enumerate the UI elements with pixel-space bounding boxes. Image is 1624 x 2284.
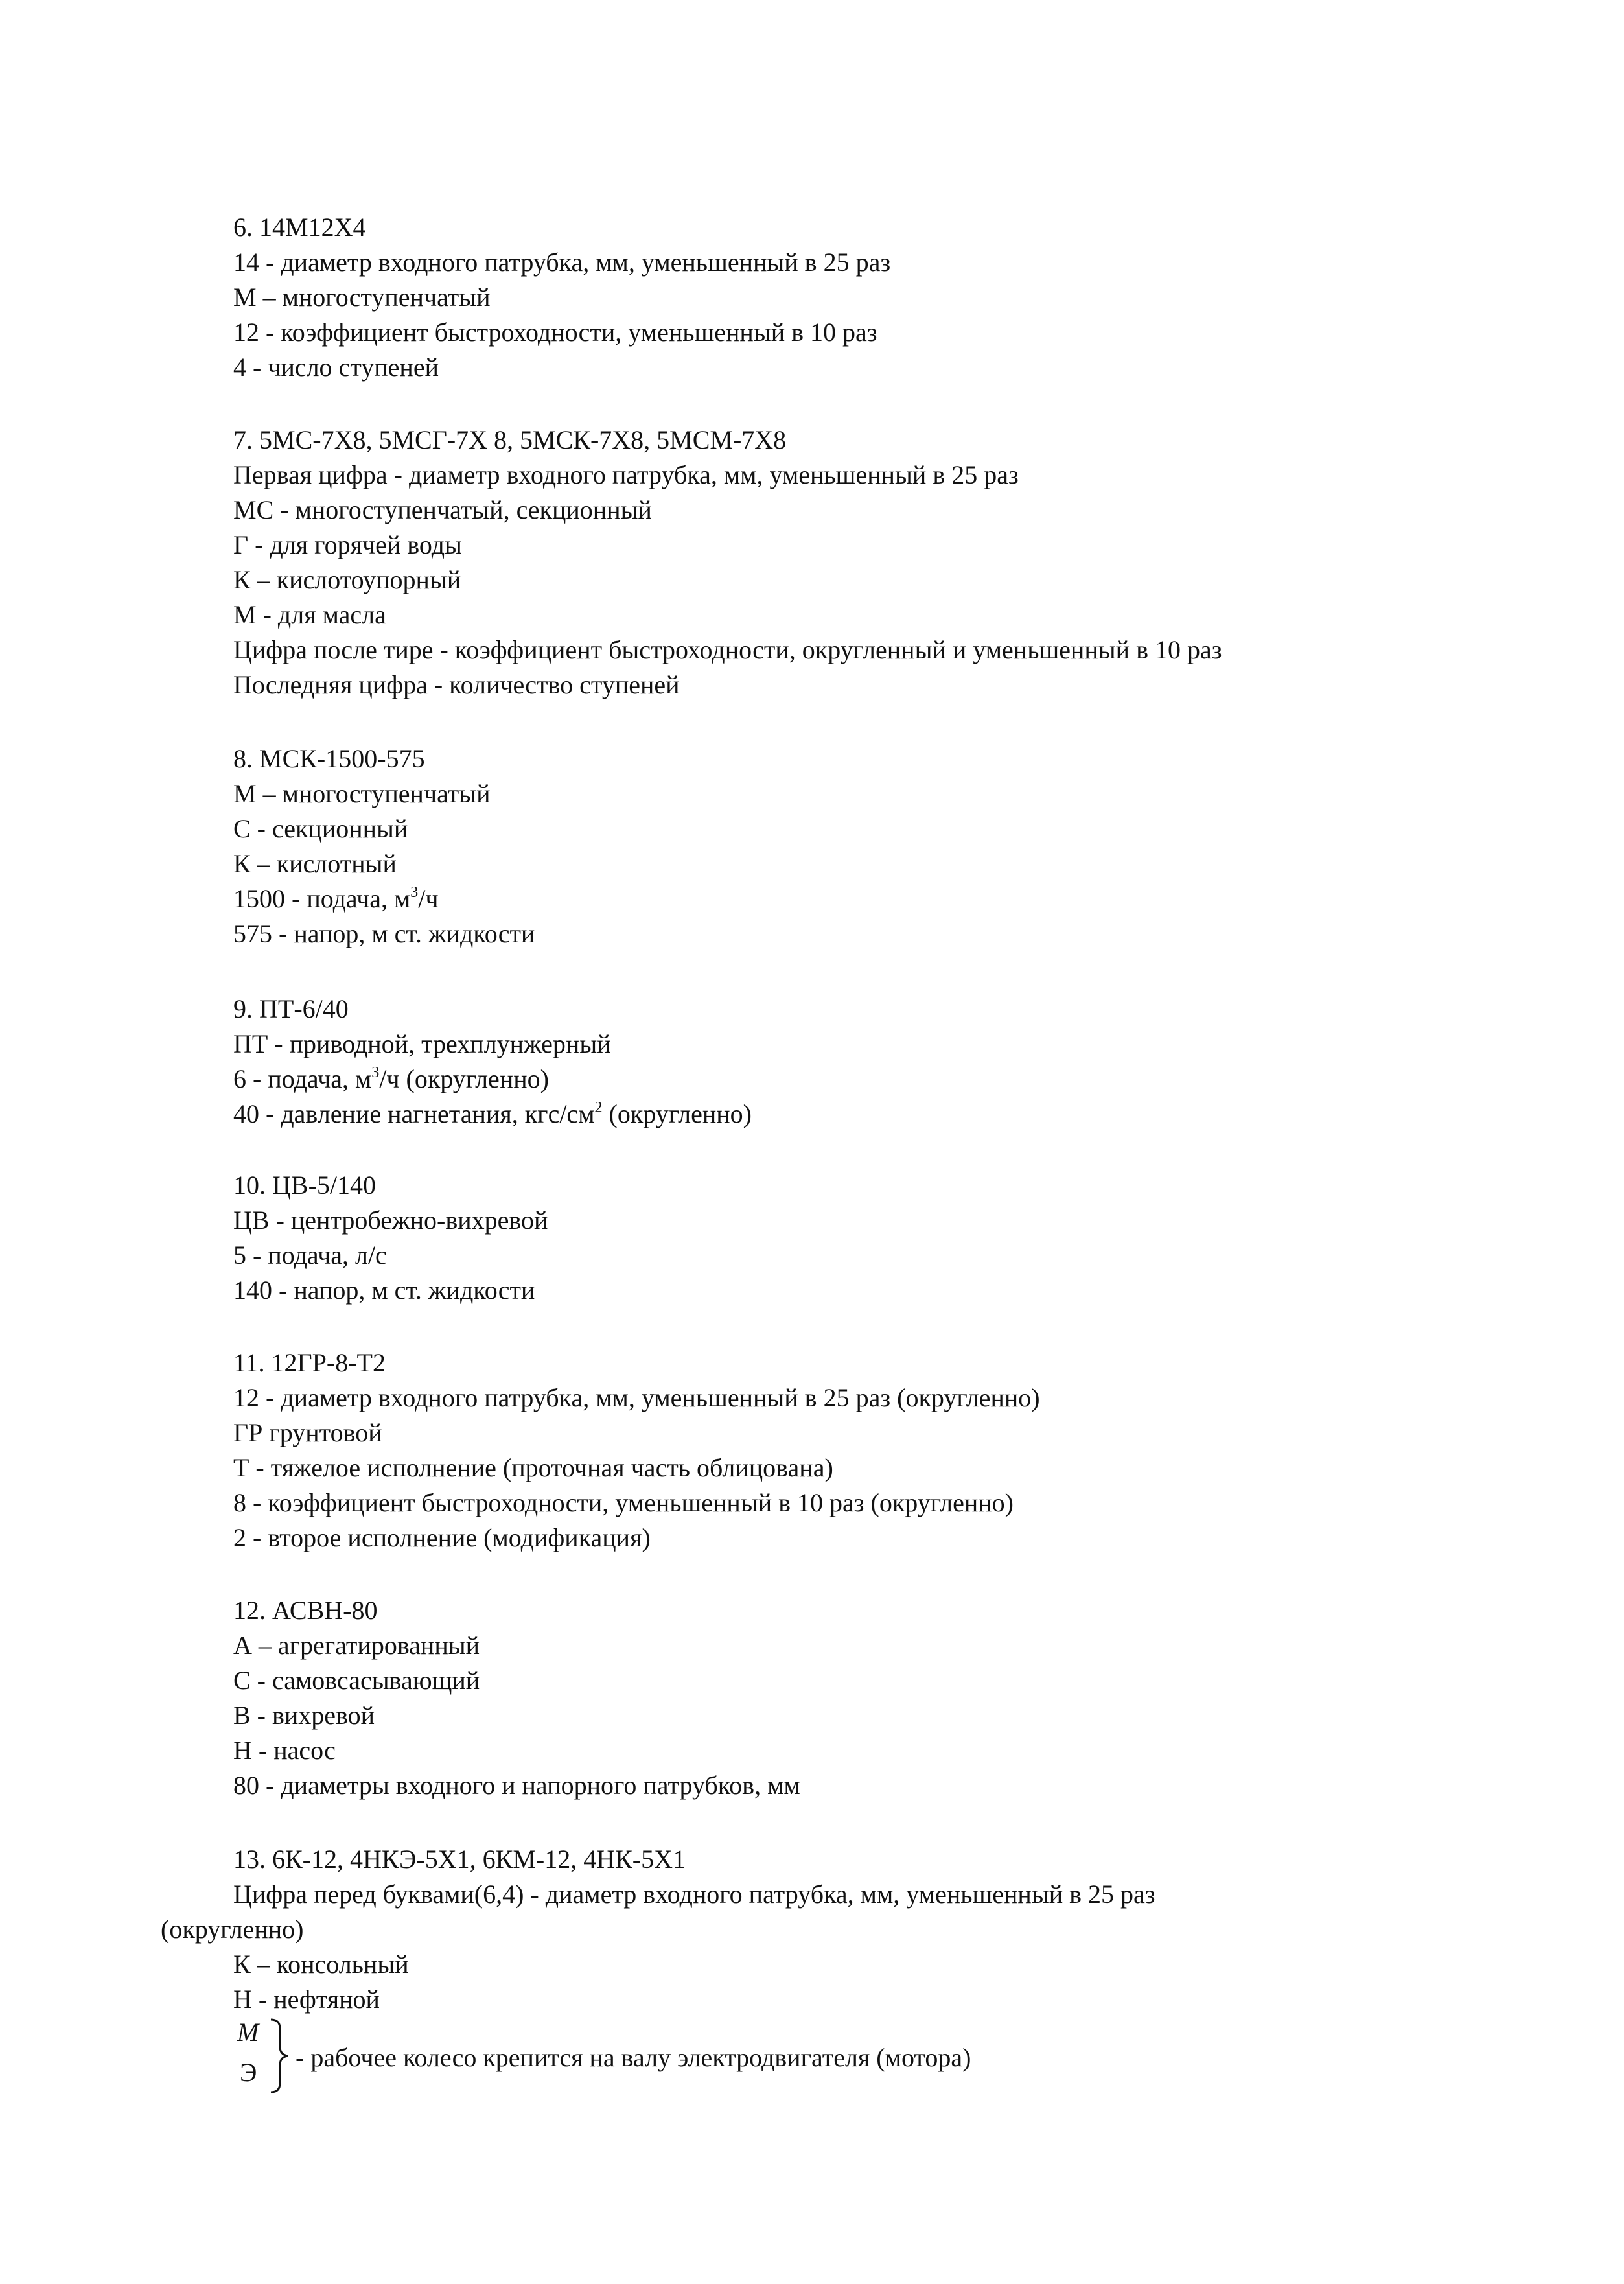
text-line: Н - нефтяной (233, 1985, 380, 2014)
section-title: 8. МСК-1500-575 (233, 744, 425, 773)
text-line: А – агрегатированный (233, 1631, 480, 1660)
brace-description: - рабочее колесо крепится на валу электродвигателя (мотора) (296, 2043, 971, 2072)
section-title: 12. АСВН-80 (233, 1596, 378, 1625)
text-line: ЦВ - центробежно-вихревой (233, 1206, 548, 1235)
text-line: Г - для горячей воды (233, 530, 462, 559)
section-title: 6. 14М12Х4 (233, 213, 366, 242)
text-line: 2 - второе исполнение (модификация) (233, 1523, 651, 1552)
text-line: С - самовсасывающий (233, 1666, 480, 1695)
text-line: 80 - диаметры входного и напорного патрубков, мм (233, 1771, 800, 1800)
brace-letter-m: М (237, 2018, 259, 2047)
flow-superscript: 3 (371, 1064, 380, 1081)
text-line: Цифра после тире - коэффициент быстроходности, округленный и уменьшенный в 10 раз (233, 635, 1222, 664)
right-curly-brace-icon (267, 2017, 293, 2095)
flow-prefix: 6 - подача, м (233, 1064, 372, 1093)
text-line: 12 - коэффициент быстроходности, уменьшенный в 10 раз (233, 318, 877, 347)
text-line: С - секционный (233, 814, 408, 843)
section-title: 11. 12ГР-8-Т2 (233, 1348, 386, 1377)
text-line-continuation: (округленно) (161, 1915, 304, 1944)
section-title: 10. ЦВ-5/140 (233, 1171, 376, 1200)
section-6 (233, 210, 1529, 385)
section-13 (161, 1842, 1529, 2101)
text-line: Н - насос (233, 1736, 336, 1765)
text-line: В - вихревой (233, 1701, 375, 1730)
text-line: Цифра перед буквами(6,4) - диаметр входного патрубка, мм, уменьшенный в 25 раз (233, 1880, 1155, 1909)
text-line: 140 - напор, м ст. жидкости (233, 1276, 535, 1305)
pressure-suffix: (округленно) (602, 1099, 752, 1128)
section-8 (233, 741, 1529, 951)
section-9 (233, 992, 1529, 1132)
section-11 (233, 1346, 1529, 1556)
pressure-line (233, 1097, 1529, 1132)
brace-letter-e: Э (240, 2058, 257, 2087)
text-line: Последняя цифра - количество ступеней (233, 670, 680, 699)
text-line: К – консольный (233, 1950, 409, 1979)
text-line: ГР грунтовой (233, 1418, 382, 1447)
text-line: М – многоступенчатый (233, 779, 491, 808)
section-7 (233, 423, 1529, 703)
text-line: МС - многоступенчатый, секционный (233, 495, 652, 524)
flow-suffix: /ч (418, 884, 439, 913)
text-line: М - для масла (233, 600, 386, 629)
text-line: 575 - напор, м ст. жидкости (233, 919, 535, 948)
pressure-superscript: 2 (594, 1099, 603, 1116)
text-line: 14 - диаметр входного патрубка, мм, уменьшенный в 25 раз (233, 248, 891, 277)
pressure-prefix: 40 - давление нагнетания, кгс/см (233, 1099, 595, 1128)
brace-definition (233, 2017, 1400, 2101)
text-line: 12 - диаметр входного патрубка, мм, уменьшенный в 25 раз (округленно) (233, 1383, 1040, 1412)
text-line: К – кислотоупорный (233, 565, 461, 594)
text-line: К – кислотный (233, 849, 397, 878)
section-title: 13. 6К-12, 4НКЭ-5Х1, 6КМ-12, 4НК-5Х1 (233, 1845, 686, 1874)
text-line: 5 - подача, л/с (233, 1241, 387, 1270)
section-title: 9. ПТ-6/40 (233, 994, 349, 1023)
section-12 (233, 1593, 1529, 1803)
flow-line (233, 881, 1529, 916)
text-line: 8 - коэффициент быстроходности, уменьшенный в 10 раз (округленно) (233, 1488, 1014, 1517)
text-line: Первая цифра - диаметр входного патрубка, мм, уменьшенный в 25 раз (233, 460, 1019, 489)
flow-line (233, 1062, 1529, 1097)
text-line: М – многоступенчатый (233, 283, 491, 312)
text-line: 4 - число ступеней (233, 353, 439, 382)
section-title: 7. 5МС-7Х8, 5МСГ-7Х 8, 5МСК-7Х8, 5МСМ-7Х8 (233, 425, 787, 454)
text-line: ПТ - приводной, трехплунжерный (233, 1029, 611, 1058)
section-10 (233, 1168, 1529, 1308)
text-line: Т - тяжелое исполнение (проточная часть облицована) (233, 1453, 833, 1482)
flow-prefix: 1500 - подача, м (233, 884, 411, 913)
flow-superscript: 3 (410, 884, 419, 901)
flow-suffix: /ч (округленно) (379, 1064, 549, 1093)
